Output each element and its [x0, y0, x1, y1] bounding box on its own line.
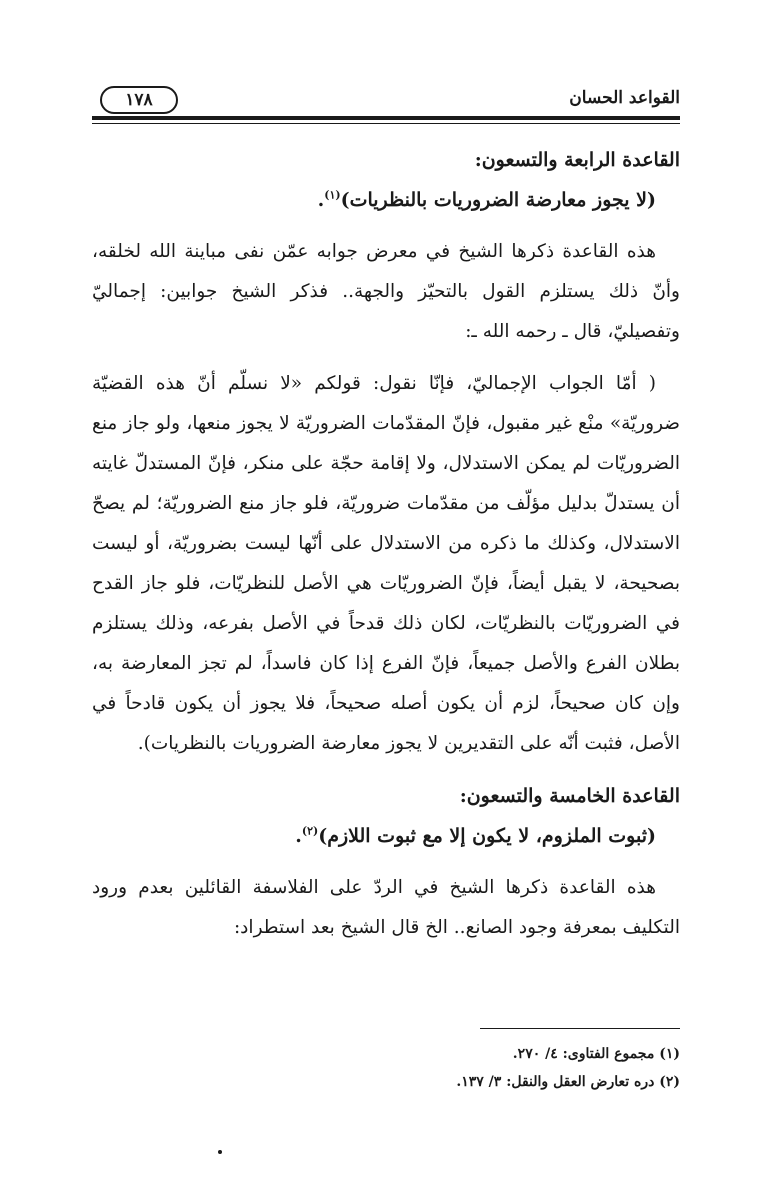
footnote-ref: (٢) — [301, 824, 319, 838]
rule-statement-94: (لا يجوز معارضة الضروريات بالنظريات)$^{(١)}$. — [317, 188, 656, 211]
page-number: ١٧٨ — [100, 86, 178, 114]
intro-paragraph: هذه القاعدة ذكرها الشيخ في الردّ على الفلاسفة القائلين بعدم ورود التكليف بمعرفة وجود الصانع.. الخ قال الشيخ بعد استطراد: — [92, 877, 680, 938]
section-heading-95: القاعدة الخامسة والتسعون: — [459, 785, 680, 807]
stray-dot — [218, 1150, 222, 1154]
rule-text: (ثبوت الملزوم، لا يكون إلا مع ثبوت اللازم) — [318, 825, 656, 847]
section-heading-94: القاعدة الرابعة والتسعون: — [474, 149, 680, 171]
header-rule-thin — [92, 123, 680, 124]
header-rule-thick — [92, 116, 680, 120]
footnote-2: (٢) دره تعارض العقل والنقل: ٣/ ١٣٧. — [456, 1074, 680, 1090]
page-header — [92, 80, 680, 120]
intro-paragraph: هذه القاعدة ذكرها الشيخ في معرض جوابه عمّن نفى مباينة الله لخلقه، وأنّ ذلك يستلزم القول بالتحيّز والجهة.. فذكر الشيخ جوابين: إجماليّ وتفصيليّ، قال ـ رحمه الله ـ: — [92, 241, 680, 342]
running-title: القواعد الحسان — [569, 88, 680, 108]
footnote-ref: (١) — [324, 188, 341, 202]
rule-text: (لا يجوز معارضة الضروريات بالنظريات) — [340, 189, 656, 211]
footnote-1: (١) مجموع الفتاوى: ٤/ ٢٧٠. — [512, 1046, 680, 1062]
rule-statement-95: (ثبوت الملزوم، لا يكون إلا مع ثبوت اللازم)$^{(٢)}$. — [295, 824, 656, 847]
page-content — [92, 140, 680, 948]
footnotes — [92, 1040, 680, 1096]
footnote-separator — [480, 1028, 680, 1029]
quote-paragraph: ( أمّا الجواب الإجماليّ، فإنّا نقول: قولكم «لا نسلّم أنّ هذه القضيّة ضروريّة» منْع غير مقبول، فإنّ المقدّمات الضروريّة لا يجوز منعها، ولو جاز منع الضروريّات لم يمكن الاستدلال، ولا إقامة حجّة على منكر، فإنّ المستدلّ غايته أن يستدلّ بدليل مؤلّف من مقدّمات ضروريّة، فلو جاز منع الضروريّة؛ لم يصحّ الاستدلال، وكذلك ما ذكره من الاستدلال على أنّها ليست بضروريّة، أو ليست بصحيحة، لا يقبل أيضاً، فإنّ الضروريّات هي الأصل للنظريّات، فلو جاز القدح في الضروريّات بالنظريّات، لكان ذلك قدحاً في الأصل بفرعه، وذلك يستلزم بطلان الفرع والأصل جميعاً، فإنّ الفرع إذا كان فاسداً، لم تجز المعارضة به، وإن كان صحيحاً، لزم أن يكون أصله صحيحاً، فلا يجوز أن يكون قادحاً في الأصل، فثبت أنّه على التقديرين لا يجوز معارضة الضروريات بالنظريات). — [92, 373, 680, 754]
